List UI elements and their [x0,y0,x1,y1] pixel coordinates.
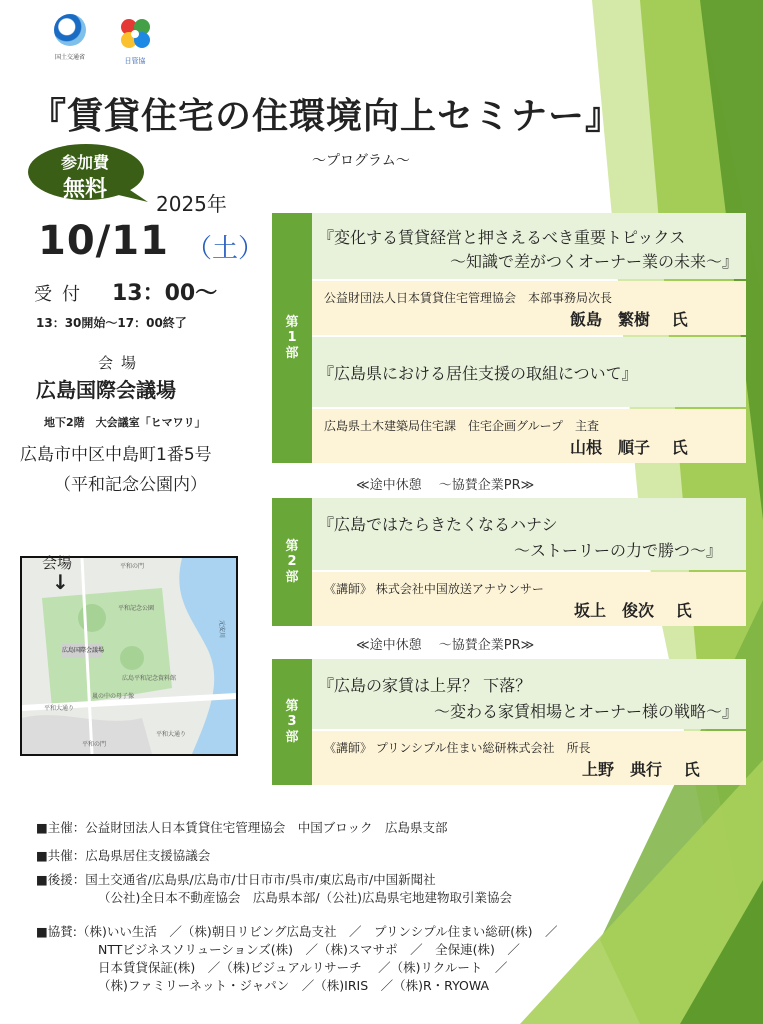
program-subtitle: ～プログラム～ [312,153,410,169]
session-3-tab: 第3部 [272,659,312,785]
organizer-line: ■主催：公益財団法人日本賃貸住宅管理協会 中国ブロック 広島県支部 [36,820,448,835]
session-1-tab: 第1部 [272,213,312,463]
clover-icon [115,14,155,54]
venue-address: 広島市中区中島町1番5号 [20,445,212,465]
map-label-statue: 嵐の中の母子像 [92,693,135,700]
free-admission-badge [26,142,150,206]
session-1-talk-1-speaker: 公益財団法人日本賃貸住宅管理協会 本部事務局次長 飯島 繁樹 氏 [312,281,746,335]
break-2: ≪途中休憩 ～協賛企業PR≫ [356,638,535,653]
map-label-motoyasu-river: 元安川 [218,620,225,639]
break-1: ≪途中休憩 ～協賛企業PR≫ [356,478,535,493]
venue-label: 会場 [98,354,145,372]
reception-time: 13：00～ [112,281,218,306]
event-year: 2025年 [156,192,227,216]
jpm-logo [110,14,160,66]
fee-value: 無料 [62,177,107,202]
mlit-logo [48,14,92,61]
co-host-line: ■共催：広島県居住支援協議会 [36,848,211,863]
map-label-peace-gate-2: 平和の門 [82,741,107,748]
support-line-2: （公社)全日本不動産協会 広島県本部/（公社)広島県宅地建物取引業協会 [98,890,512,905]
map-venue-label: 会場 [42,554,73,572]
map-label-museum: 広島平和記念資料館 [122,675,177,682]
map-label-peace-blvd: 平和大通り [44,705,75,712]
jpm-caption: 日管協 [124,57,146,65]
venue-note: （平和記念公園内） [54,475,207,495]
sponsors-line-1: ■協賛:（株)いい生活 ／（株)朝日リビング広島支社 ／ プリンシプル住まい総研(株) ／ [36,924,558,939]
arrow-down-icon: ↓ [52,570,69,594]
sponsors-line-4: （株)ファミリーネット・ジャパン ／（株)IRIS ／（株)R・RYOWA [98,978,490,993]
sponsors-line-3: 日本賃貸保証(株) ／（株)ビジュアルリサーチ ／（株)リクルート ／ [98,960,508,975]
map-label-peace-gate: 平和の門 [120,563,145,570]
map-label-conference-hall: 広島国際会議場 [62,647,105,654]
venue-hall: 地下2階 大会議室「ヒマワリ」 [44,416,206,429]
session-1-talk-2-title: 『広島県における居住支援の取組について』 [312,337,746,407]
map-label-peace-park: 平和記念公園 [118,605,155,612]
event-date: 10/11 [38,218,169,264]
event-weekday: （土） [186,234,265,264]
session-3-talk-1-title: 『広島の家賃は上昇？ 下落？ ～変わる家賃相場とオーナー様の戦略～』 [312,659,746,729]
mlit-caption: 国土交通省 [54,54,85,61]
event-hours: 13：30開始～17：00終了 [36,316,187,330]
support-line-1: ■後援：国土交通省/広島県/広島市/廿日市市/呉市/東広島市/中国新聞社 [36,872,436,887]
session-3-talk-1-speaker: 《講師》 プリンシプル住まい総研株式会社 所長 上野 典行 氏 [312,731,746,785]
venue-name: 広島国際会議場 [36,378,176,402]
fee-label: 参加費 [60,153,109,172]
sponsors-line-2: NTTビジネスソリューションズ(株) ／（株)スマサポ ／ 全保連(株) ／ [98,942,520,957]
seminar-title: 『賃貸住宅の住環境向上セミナー』 [30,96,623,137]
mlit-emblem-icon [54,14,86,46]
reception-label: 受付 [34,284,90,305]
session-1-talk-1-title: 『変化する賃貸経営と押さえるべき重要トピックス ～知識で差がつくオーナー業の未来～』 [312,213,746,279]
session-2-tab: 第2部 [272,498,312,626]
map-label-peace-blvd-2: 平和大通り [156,731,187,738]
session-2-talk-1-title: 『広島ではたらきたくなるハナシ ～ストーリーの力で勝つ～』 [312,498,746,570]
session-1-talk-2-speaker: 広島県土木建築局住宅課 住宅企画グループ 主査 山根 順子 氏 [312,409,746,463]
session-2-talk-1-speaker: 《講師》 株式会社中国放送アナウンサー 坂上 俊次 氏 [312,572,746,626]
